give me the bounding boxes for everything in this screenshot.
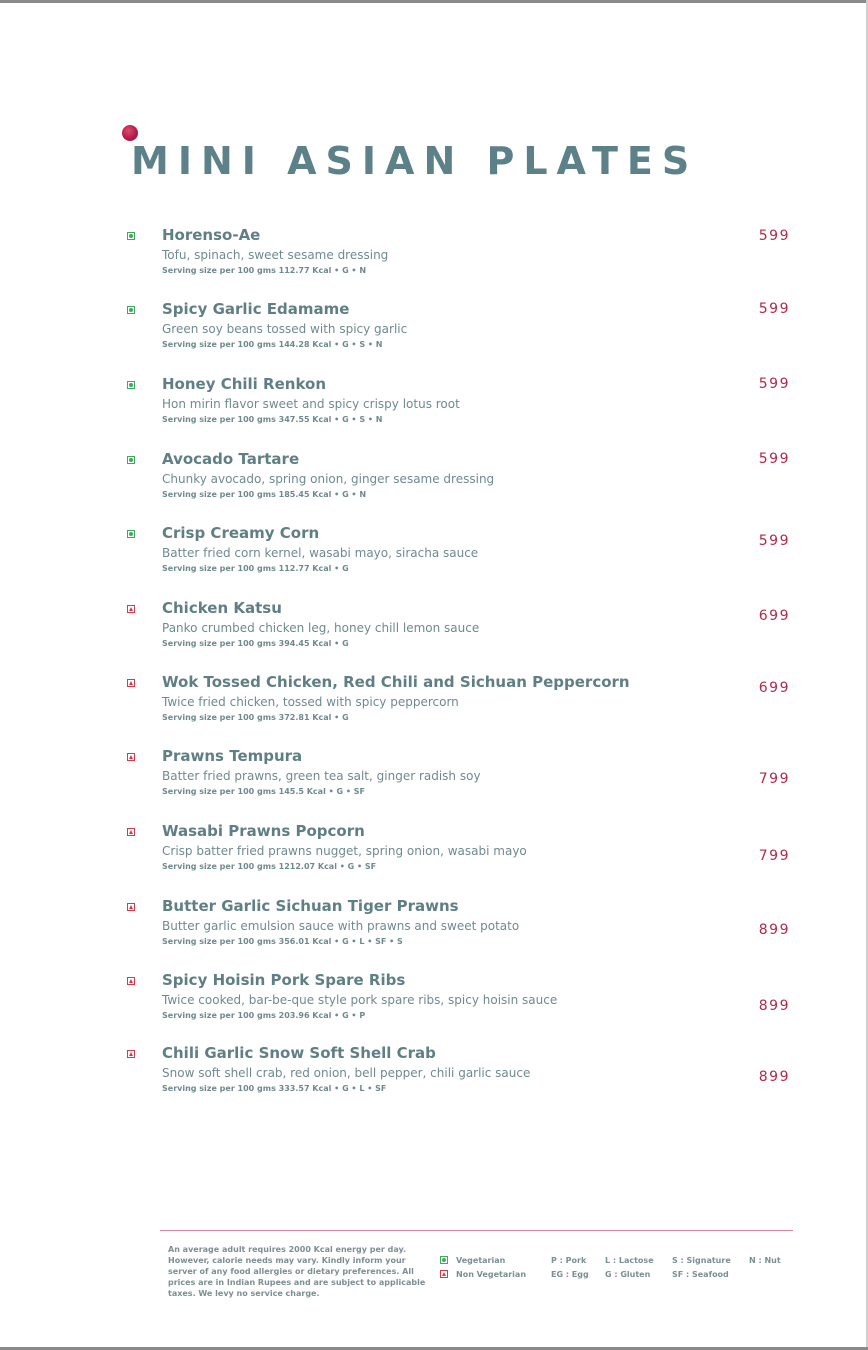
item-description: Panko crumbed chicken leg, honey chill lemon sauce (162, 621, 480, 635)
item-description: Batter fried prawns, green tea salt, ginger radish soy (162, 769, 481, 783)
item-price: 699 (758, 608, 790, 624)
item-serving-info: Serving size per 100 gms 145.5 Kcal • G • SF (162, 787, 365, 796)
item-name: Spicy Hoisin Pork Spare Ribs (162, 971, 406, 989)
item-name: Wok Tossed Chicken, Red Chili and Sichuan Peppercorn (162, 673, 630, 691)
item-serving-info: Serving size per 100 gms 144.28 Kcal • G • S • N (162, 340, 383, 349)
menu-item (0, 1044, 868, 1114)
legend-signature: S : Signature (672, 1256, 731, 1265)
legend-non-vegetarian: Non Vegetarian (456, 1270, 527, 1279)
menu-item (0, 226, 868, 296)
nonveg-marker-icon (127, 679, 135, 687)
footer-note: An average adult requires 2000 Kcal energy per day. However, calorie needs may vary. Kindly inform your server of any food allergies or dietary preferences. All prices are in Indian Rupees and are subject to applicable taxes. We levy no service charge. (168, 1245, 426, 1298)
item-serving-info: Serving size per 100 gms 394.45 Kcal • G (162, 639, 349, 648)
item-serving-info: Serving size per 100 gms 347.55 Kcal • G • S • N (162, 415, 383, 424)
item-description: Chunky avocado, spring onion, ginger sesame dressing (162, 472, 495, 486)
item-serving-info: Serving size per 100 gms 112.77 Kcal • G (162, 564, 349, 573)
item-name: Avocado Tartare (162, 450, 300, 468)
legend-lactose: L : Lactose (605, 1256, 654, 1265)
item-serving-info: Serving size per 100 gms 372.81 Kcal • G (162, 713, 349, 722)
item-name: Chili Garlic Snow Soft Shell Crab (162, 1044, 436, 1062)
menu-item (0, 971, 868, 1041)
menu-item (0, 897, 868, 967)
item-price: 599 (758, 451, 790, 467)
nonveg-marker-icon (127, 977, 135, 985)
item-price: 799 (758, 848, 790, 864)
item-name: Butter Garlic Sichuan Tiger Prawns (162, 897, 459, 915)
item-description: Hon mirin flavor sweet and spicy crispy lotus root (162, 397, 460, 411)
top-border (0, 0, 868, 3)
menu-item (0, 673, 868, 743)
legend-pork: P : Pork (551, 1256, 587, 1265)
item-name: Chicken Katsu (162, 599, 282, 617)
item-name: Horenso-Ae (162, 226, 261, 244)
menu-item (0, 599, 868, 669)
item-serving-info: Serving size per 100 gms 203.96 Kcal • G • P (162, 1011, 366, 1020)
menu-item (0, 524, 868, 594)
item-name: Honey Chili Renkon (162, 375, 327, 393)
item-price: 899 (758, 1069, 790, 1085)
legend-egg: EG : Egg (551, 1270, 589, 1279)
item-price: 699 (758, 680, 790, 696)
legend-nut: N : Nut (749, 1256, 781, 1265)
item-name: Wasabi Prawns Popcorn (162, 822, 365, 840)
item-serving-info: Serving size per 100 gms 333.57 Kcal • G • L • SF (162, 1084, 387, 1093)
item-price: 599 (758, 301, 790, 317)
veg-marker-icon (127, 232, 135, 240)
veg-marker-icon (127, 530, 135, 538)
item-serving-info: Serving size per 100 gms 185.45 Kcal • G • N (162, 490, 367, 499)
item-price: 599 (758, 376, 790, 392)
veg-marker-icon (127, 456, 135, 464)
item-name: Prawns Tempura (162, 747, 303, 765)
item-description: Twice fried chicken, tossed with spicy peppercorn (162, 695, 459, 709)
nonveg-marker-icon (127, 1050, 135, 1058)
legend-vegetarian: Vegetarian (456, 1256, 506, 1265)
veg-legend-icon (440, 1256, 448, 1264)
item-price: 899 (758, 998, 790, 1014)
item-description: Tofu, spinach, sweet sesame dressing (162, 248, 389, 262)
legend-gluten: G : Gluten (605, 1270, 651, 1279)
item-serving-info: Serving size per 100 gms 112.77 Kcal • G • N (162, 266, 367, 275)
menu-item (0, 300, 868, 370)
item-price: 599 (758, 228, 790, 244)
veg-marker-icon (127, 381, 135, 389)
nonveg-marker-icon (127, 828, 135, 836)
item-description: Batter fried corn kernel, wasabi mayo, siracha sauce (162, 546, 479, 560)
item-description: Green soy beans tossed with spicy garlic (162, 322, 408, 336)
nonveg-marker-icon (127, 903, 135, 911)
item-description: Snow soft shell crab, red onion, bell pepper, chili garlic sauce (162, 1066, 531, 1080)
menu-item (0, 822, 868, 892)
legend-seafood: SF : Seafood (672, 1270, 729, 1279)
item-price: 599 (758, 533, 790, 549)
item-description: Butter garlic emulsion sauce with prawns and sweet potato (162, 919, 520, 933)
footer-divider (160, 1230, 793, 1231)
menu-item (0, 375, 868, 445)
item-name: Spicy Garlic Edamame (162, 300, 350, 318)
nonveg-legend-icon (440, 1270, 448, 1278)
nonveg-marker-icon (127, 605, 135, 613)
item-serving-info: Serving size per 100 gms 356.01 Kcal • G • L • SF • S (162, 937, 403, 946)
item-price: 799 (758, 771, 790, 787)
item-description: Twice cooked, bar-be-que style pork spare ribs, spicy hoisin sauce (162, 993, 558, 1007)
item-description: Crisp batter fried prawns nugget, spring onion, wasabi mayo (162, 844, 527, 858)
item-price: 899 (758, 922, 790, 938)
item-serving-info: Serving size per 100 gms 1212.07 Kcal • G • SF (162, 862, 377, 871)
page-title: MINI ASIAN PLATES (131, 139, 699, 183)
menu-item (0, 450, 868, 520)
veg-marker-icon (127, 306, 135, 314)
nonveg-marker-icon (127, 753, 135, 761)
menu-item (0, 747, 868, 817)
item-name: Crisp Creamy Corn (162, 524, 320, 542)
